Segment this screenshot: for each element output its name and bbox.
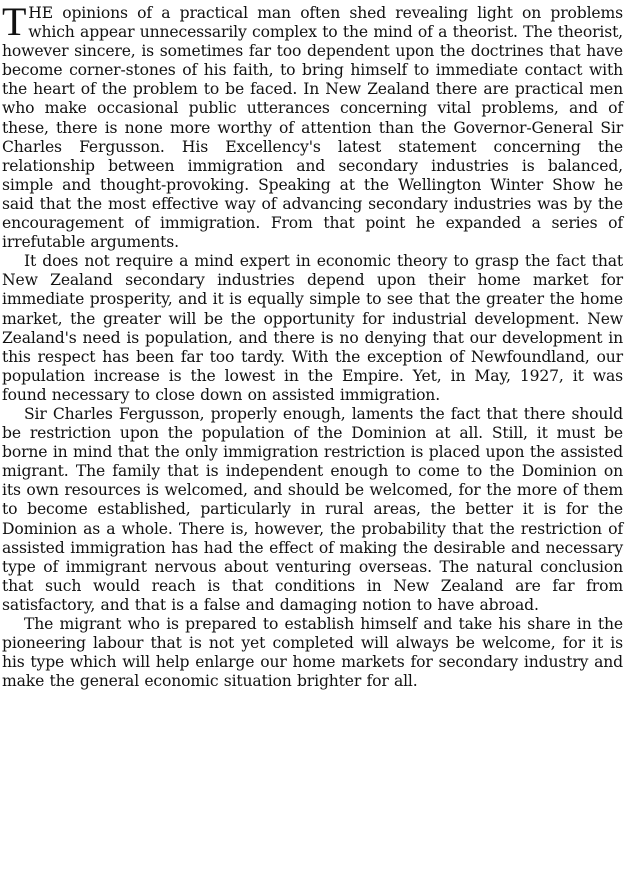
article-paragraph-1 (2, 0, 623, 252)
drop-cap: T (2, 0, 27, 44)
paragraph-text: It does not require a mind expert in economic theory to grasp the fact that New Zealand secondary industries depend upon their home market for immediate prosperity, and it is equally simple to see that the greater the home market, the greater will be the opportunity for industrial development. New Zealand's need is population, and there is no denying that our development in this respect has been far too tardy. With the exception of Newfoundland, our population increase is the lowest in the Empire. Yet, in May, 1927, it was found necessary to close down on assisted immigration. (2, 252, 623, 404)
article-paragraph-2 (2, 252, 623, 405)
article-paragraph-3 (2, 405, 623, 615)
paragraph-text: HE opinions of a practical man often shed revealing light on problems which appear unnecessarily complex to the mind of a theorist. The theorist, however sincere, is sometimes far too dependent upon the doctrines that have become corner-stones of his faith, to bring himself to immediate contact with the heart of the problem to be faced. In New Zealand there are practical men who make occasional public utterances concerning vital problems, and of these, there is none more worthy of attention than the Governor-General Sir Charles Fergusson. His Excellency's latest statement concerning the relationship between immigration and secondary industries is balanced, simple and thought-provoking. Speaking at the Wellington Winter Show he said that the most effective way of advancing secondary industries was by the encouragement of immigration. From that point he expanded a series of irrefutable arguments. (2, 4, 623, 252)
paragraph-text: Sir Charles Fergusson, properly enough, laments the fact that there should be restriction upon the population of the Dominion at all. Still, it must be borne in mind that the only immigration restriction is placed upon the assisted migrant. The family that is independent enough to come to the Dominion on its own resources is welcomed, and should be welcomed, for the more of them to become established, particularly in rural areas, the better it is for the Dominion as a whole. There is, however, the probability that the restriction of assisted immigration has had the effect of making the desirable and necessary type of immigrant nervous about venturing overseas. The natural conclusion that such would reach is that conditions in New Zealand are far from satisfactory, and that is a false and damaging notion to have abroad. (2, 404, 623, 614)
paragraph-text: The migrant who is prepared to establish himself and take his share in the pioneering labour that is not yet completed will always be welcome, for it is his type which will help enlarge our home markets for secondary industry and make the general economic situation brighter for all. (2, 615, 623, 691)
article-paragraph-4 (2, 615, 623, 691)
